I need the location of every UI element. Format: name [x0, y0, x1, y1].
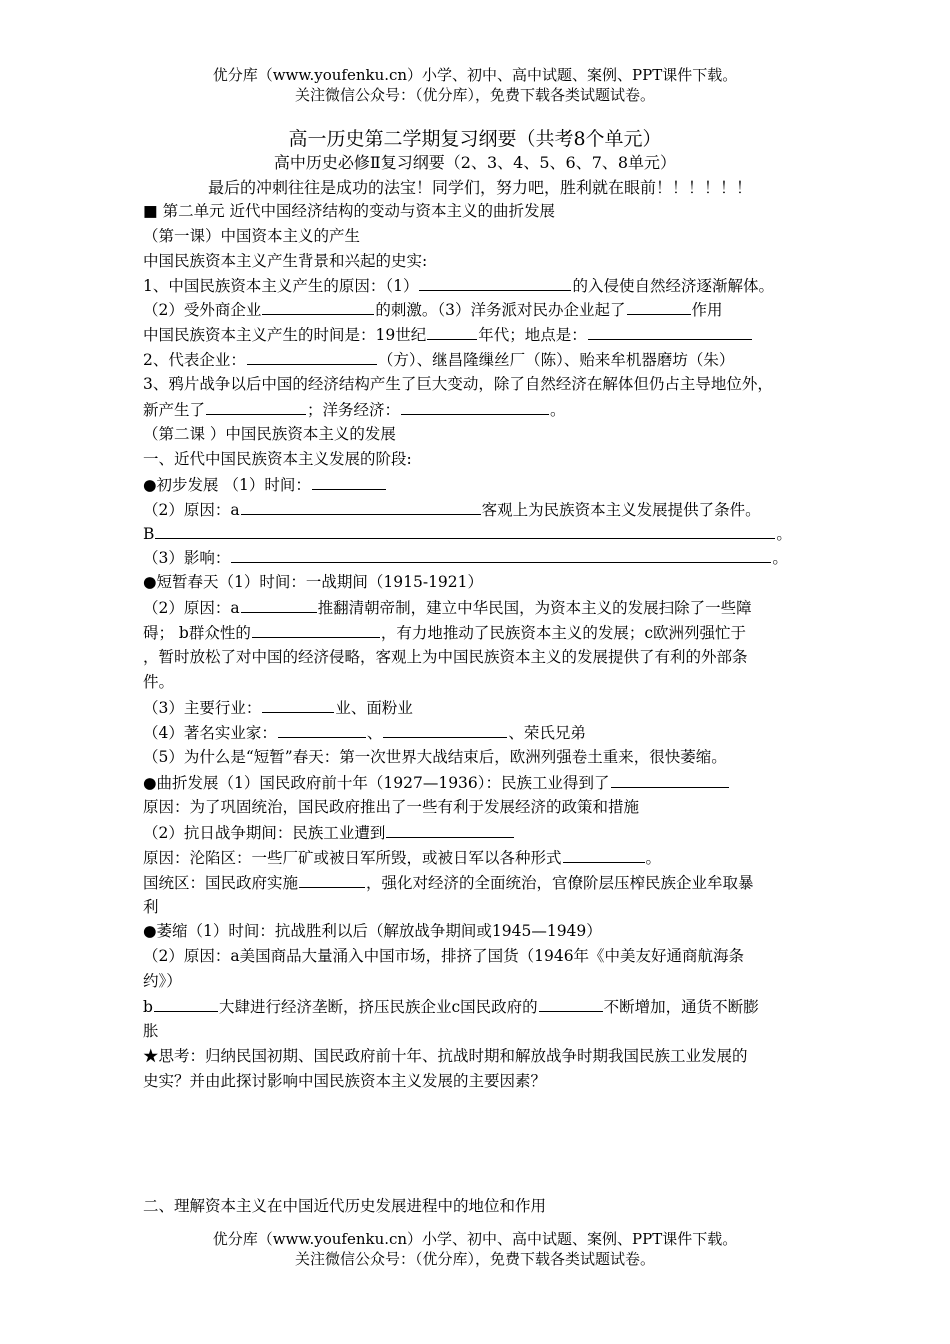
- answer-blank[interactable]: [278, 721, 366, 738]
- section-2-heading: 二、理解资本主义在中国近代历史发展进程中的地位和作用: [143, 1197, 547, 1215]
- stage-4-reason-b: b 大肆进行经济垄断，挤压民族企业c国民政府的 不断增加，通货不断膨: [143, 995, 759, 1018]
- stage-2-entrepreneurs: （4）著名实业家： 、 、荣氏兄弟: [143, 721, 586, 744]
- answer-blank[interactable]: [299, 871, 365, 888]
- answer-blank[interactable]: [383, 721, 507, 738]
- section-1-heading: 一、近代中国民族资本主义发展的阶段:: [143, 450, 412, 468]
- question-1-line: 1、中国民族资本主义产生的原因：（1） 的入侵使自然经济逐渐解体。: [143, 274, 774, 297]
- answer-blank[interactable]: [247, 348, 377, 365]
- page-title: 高一历史第二学期复习纲要（共考8个单元）: [288, 128, 662, 150]
- answer-blank[interactable]: [386, 821, 514, 838]
- stage-2-why-short: （5）为什么是“短暂”春天：第一次世界大战结束后，欧洲列强卷土重来，很快萎缩。: [143, 748, 727, 766]
- question-3-line: 3、鸦片战争以后中国的经济结构产生了巨大变动，除了自然经济在解体但仍占主导地位外，: [143, 375, 773, 393]
- stage-4-reason: （2）原因：a美国商品大量涌入中国市场，排挤了国货（1946年《中美友好通商航海条: [143, 947, 745, 965]
- answer-blank[interactable]: [563, 846, 645, 863]
- answer-blank[interactable]: [241, 596, 317, 613]
- stage-3-kmt-area-line-2: 利: [143, 898, 159, 916]
- stage-3-decade: ●曲折发展（1）国民政府前十年（1927—1936）：民族工业得到了: [143, 771, 730, 794]
- stage-3-war: （2）抗日战争期间：民族工业遭到: [143, 821, 515, 844]
- lesson2-title: （第二课 ）中国民族资本主义的发展: [143, 425, 396, 443]
- stage-1-reason: （2）原因：a 客观上为民族资本主义发展提供了条件。: [143, 498, 761, 521]
- stage-4-reason-b-line-2: 胀: [143, 1022, 159, 1040]
- stage-2-time: ●短暂春天（1）时间：一战期间（1915-1921）: [143, 573, 484, 591]
- stage-1-time: ●初步发展 （1）时间：: [143, 473, 387, 496]
- answer-blank[interactable]: [419, 274, 571, 291]
- stage-2-industries: （3）主要行业： 业、面粉业: [143, 696, 413, 719]
- lesson1-intro: 中国民族资本主义产生背景和兴起的史实:: [143, 252, 428, 270]
- answer-blank[interactable]: [312, 473, 386, 490]
- answer-blank[interactable]: [262, 298, 374, 315]
- answer-blank[interactable]: [231, 546, 771, 563]
- stage-2-reason: （2）原因：a 推翻清朝帝制，建立中华民国，为资本主义的发展扫除了一些障: [143, 596, 752, 619]
- question-1-line-2: （2）受外商企业 的刺激。（3）洋务派对民办企业起了 作用: [143, 298, 723, 321]
- stage-3-kmt-area: 国统区：国民政府实施 ，强化对经济的全面统治，官僚阶层压榨民族企业牟取暴: [143, 871, 754, 894]
- motto: 最后的冲刺往往是成功的法宝！同学们，努力吧，胜利就在眼前！！！！！！: [207, 178, 752, 197]
- question-2-line: 2、代表企业： （方）、继昌隆缫丝厂（陈）、贻来牟机器磨坊（朱）: [143, 348, 734, 371]
- stage-4-time: ●萎缩（1）时间：抗战胜利以后（解放战争期间或1945—1949）: [143, 922, 602, 940]
- answer-blank[interactable]: [155, 522, 775, 539]
- unit-heading: ■ 第二单元 近代中国经济结构的变动与资本主义的曲折发展: [143, 202, 556, 220]
- answer-blank[interactable]: [262, 696, 334, 713]
- stage-4-reason-line-2: 约》）: [143, 972, 182, 990]
- answer-blank[interactable]: [588, 323, 752, 340]
- footer-line-2: 关注微信公众号：（优分库），免费下载各类试题试卷。: [294, 1250, 655, 1268]
- stage-2-reason-line-3: ，暂时放松了对中国的经济侵略，客观上为中国民族资本主义的发展提供了有利的外部条: [143, 648, 748, 666]
- stage-2-reason-line-4: 件。: [143, 673, 175, 691]
- page-subtitle: 高中历史必修Ⅱ复习纲要（2、3、4、5、6、7、8单元）: [273, 153, 677, 172]
- answer-blank[interactable]: [154, 995, 218, 1012]
- answer-blank[interactable]: [252, 621, 380, 638]
- think-question-line-2: 史实？并由此探讨影响中国民族资本主义发展的主要因素？: [143, 1072, 547, 1090]
- answer-blank[interactable]: [206, 398, 306, 415]
- answer-blank[interactable]: [539, 995, 603, 1012]
- question-3-line-2: 新产生了 ；洋务经济： 。: [143, 398, 566, 421]
- stage-3-reason: 原因：为了巩固统治，国民政府推出了一些有利于发展经济的政策和措施: [143, 798, 640, 816]
- header-line-1: 优分库（www.youfenku.cn）小学、初中、高中试题、案例、PPT课件下载。: [212, 66, 738, 84]
- question-1-line-3: 中国民族资本主义产生的时间是：19世纪 年代；地点是：: [143, 323, 753, 346]
- stage-1-reason-b: B 。: [143, 522, 792, 545]
- answer-blank[interactable]: [241, 498, 481, 515]
- stage-3-occupied: 原因：沦陷区：一些厂矿或被日军所毁，或被日军以各种形式 。: [143, 846, 661, 869]
- answer-blank[interactable]: [627, 298, 691, 315]
- header-line-2: 关注微信公众号：（优分库），免费下载各类试题试卷。: [294, 86, 655, 104]
- answer-blank[interactable]: [427, 323, 477, 340]
- stage-2-reason-line-2: 碍； b群众性的 ，有力地推动了民族资本主义的发展；c欧洲列强忙于: [143, 621, 746, 644]
- answer-blank[interactable]: [611, 771, 729, 788]
- lesson1-title: （第一课）中国资本主义的产生: [143, 227, 361, 245]
- stage-1-impact: （3）影响： 。: [143, 546, 788, 569]
- footer-line-1: 优分库（www.youfenku.cn）小学、初中、高中试题、案例、PPT课件下载。: [212, 1230, 738, 1248]
- answer-blank[interactable]: [401, 398, 549, 415]
- think-question: ★思考：归纳民国初期、国民政府前十年、抗战时期和解放战争时期我国民族工业发展的: [143, 1047, 748, 1065]
